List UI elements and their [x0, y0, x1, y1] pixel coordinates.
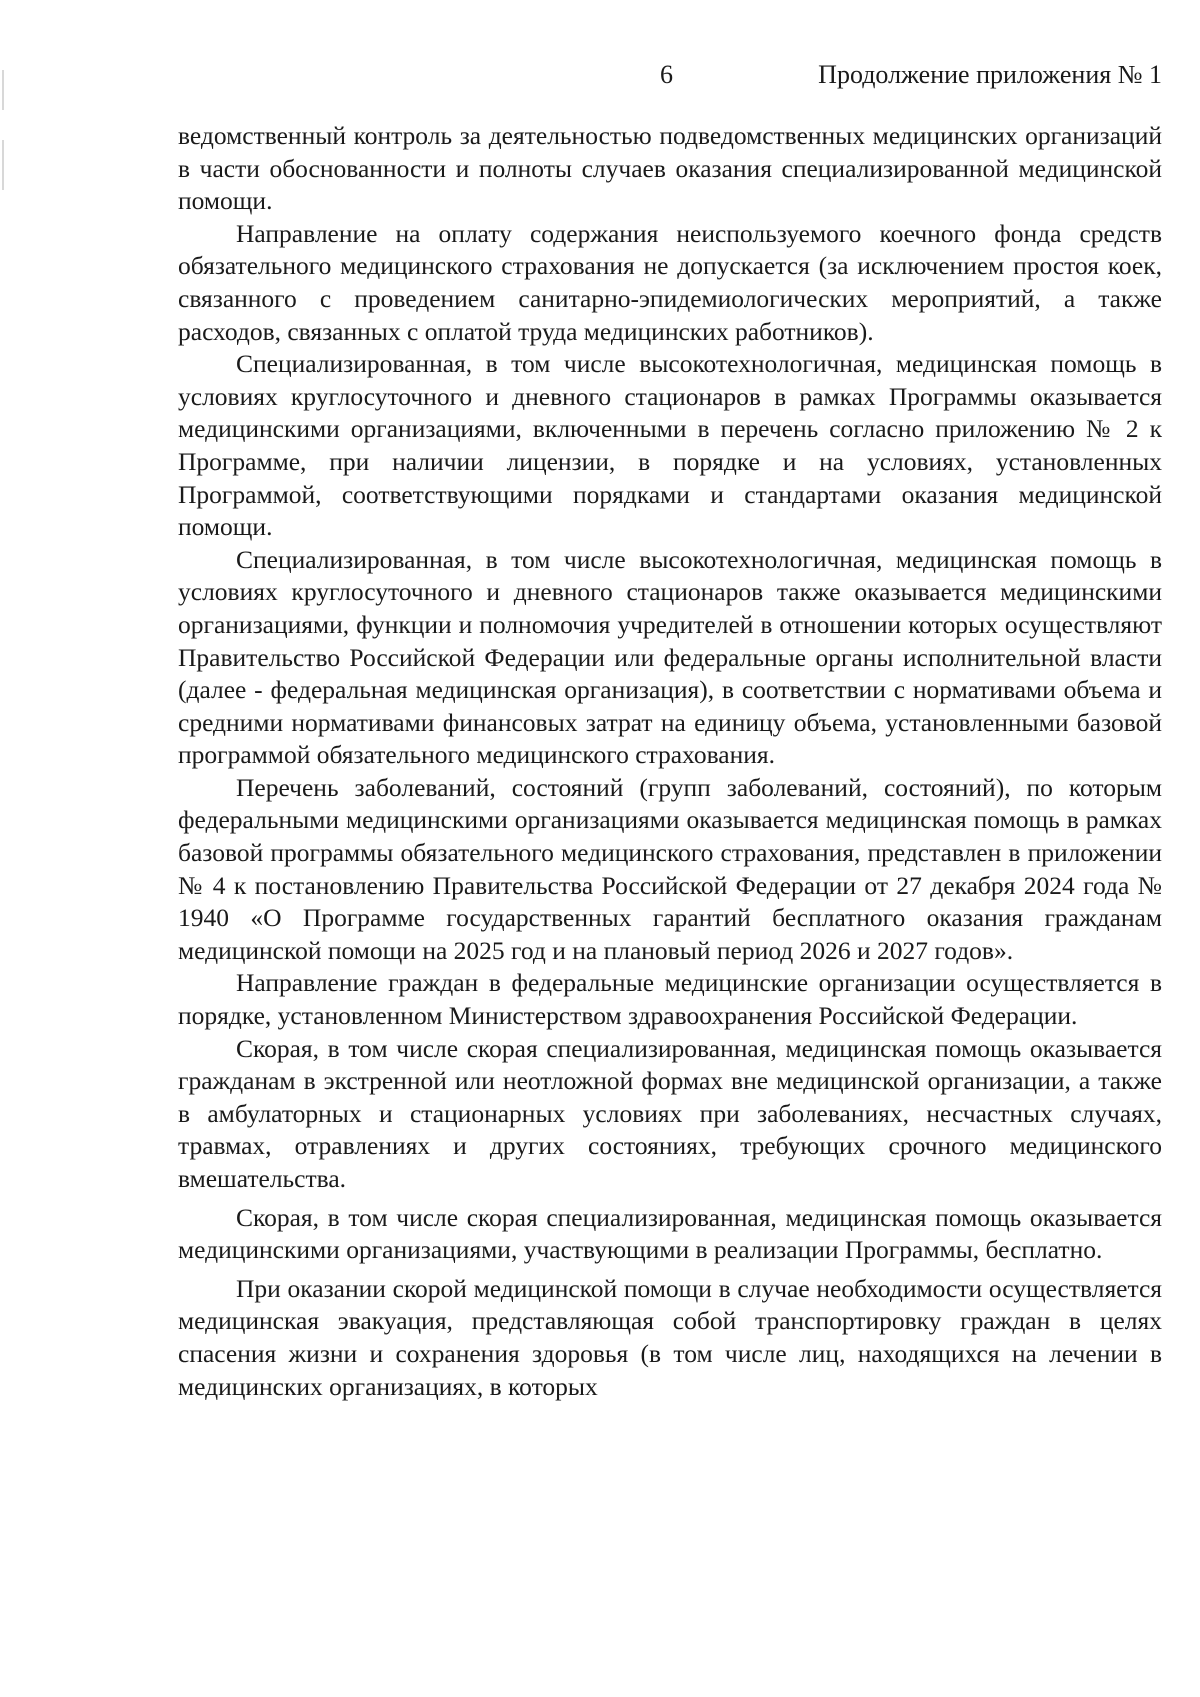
paragraph: Специализированная, в том числе высокотехнологичная, медицинская помощь в условиях круглосуточного и дневного стационаров в рамках Программы оказывается медицинскими организациями, включенными в перечень согласно приложению № 2 к Программе, при наличии лицензии, в порядке и на условиях, установленных Программой, соответствующими порядками и стандартами оказания медицинской помощи.	[178, 349, 1162, 542]
paragraph: Скорая, в том числе скорая специализированная, медицинская помощь оказывается медицинскими организациями, участвующими в реализации Программы, бесплатно.	[178, 1202, 1162, 1265]
paragraph: Направление на оплату содержания неиспользуемого коечного фонда средств обязательного медицинского страхования не допускается (за исключением простоя коек, связанного с проведением санитарно-эпидемиологических мероприятий, а также расходов, связанных с оплатой труда медицинских работников).	[178, 218, 1162, 346]
paragraph: При оказании скорой медицинской помощи в случае необходимости осуществляется медицинская эвакуация, представляющая собой транспортировку граждан в целях спасения жизни и сохранения здоровья (в том числе лиц, находящихся на лечении в медицинских организациях, в которых	[178, 1273, 1162, 1401]
scan-artifact	[2, 140, 4, 190]
paragraph: ведомственный контроль за деятельностью подведомственных медицинских организаций в части обоснованности и полноты случаев оказания специализированной медицинской помощи.	[178, 121, 1162, 216]
paragraph: Скорая, в том числе скорая специализированная, медицинская помощь оказывается гражданам в экстренной или неотложной формах вне медицинской организации, а также в амбулаторных и стационарных условиях при заболеваниях, несчастных случаях, травмах, отравлениях и других состояниях, требующих срочного медицинского вмешательства.	[178, 1033, 1162, 1193]
paragraph: Направление граждан в федеральные медицинские организации осуществляется в порядке, установленном Министерством здравоохранения Российской Федерации.	[178, 968, 1162, 1031]
appendix-continuation-label: Продолжение приложения № 1	[818, 60, 1162, 89]
paragraph: Перечень заболеваний, состояний (групп заболеваний, состояний), по которым федеральными медицинскими организациями оказывается медицинская помощь в рамках базовой программы обязательного медицинского страхования, представлен в приложении № 4 к постановлению Правительства Российской Федерации от 27 декабря 2024 года № 1940 «О Программе государственных гарантий бесплатного оказания гражданам медицинской помощи на 2025 год и на плановый период 2026 и 2027 годов».	[178, 772, 1162, 965]
page-number: 6	[660, 60, 673, 89]
scan-artifact	[2, 70, 4, 110]
paragraph: Специализированная, в том числе высокотехнологичная, медицинская помощь в условиях круглосуточного и дневного стационаров также оказывается медицинскими организациями, функции и полномочия учредителей в отношении которых осуществляют Правительство Российской Федерации или федеральные органы исполнительной власти (далее - федеральная медицинская организация), в соответствии с нормативами объема и средними нормативами финансовых затрат на единицу объема, установленными базовой программой обязательного медицинского страхования.	[178, 544, 1162, 770]
document-body	[178, 120, 1162, 1403]
